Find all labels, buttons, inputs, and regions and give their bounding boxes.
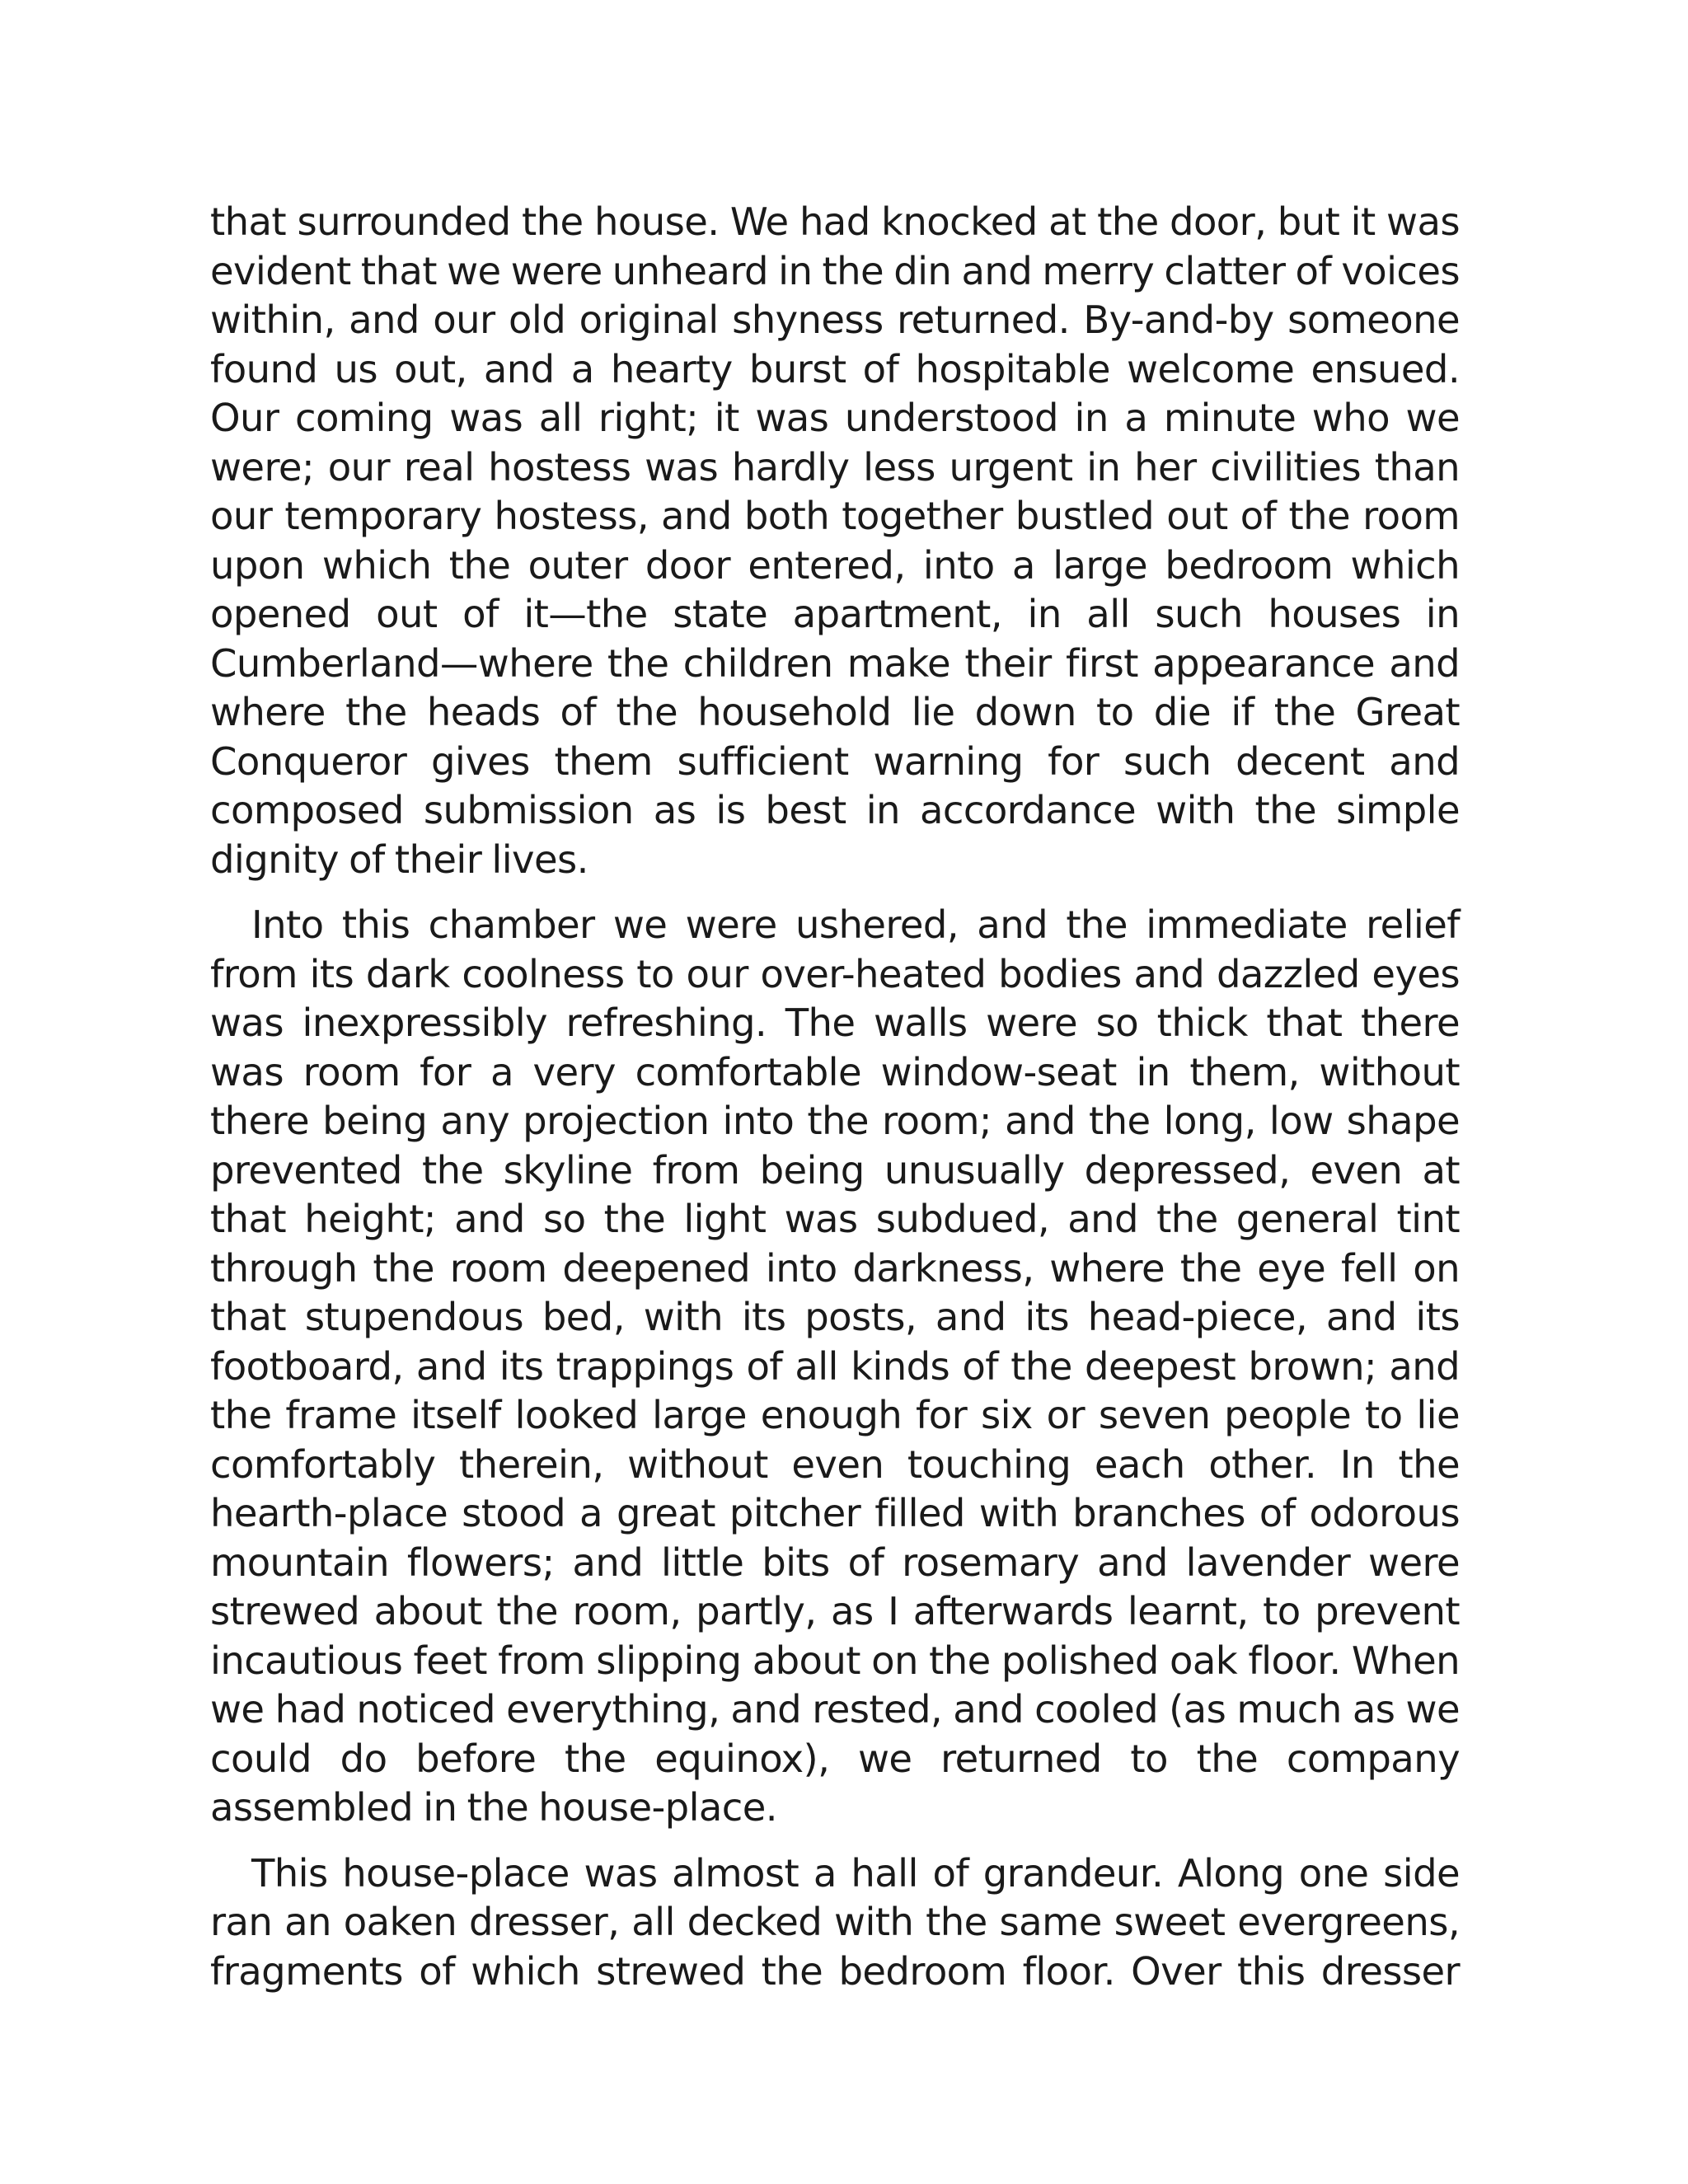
body-text: [210, 198, 1460, 2013]
paragraph-1: that surrounded the house. We had knocked at the door, but it was evident that we were unheard in the din and merry clatter of voices within, and our old original shyness returned. By-and-by someone found us out, and a hearty burst of hospitable welcome ensued. Our coming was all right; it was understood in a minute who we were; our real hostess was hardly less urgent in her civilities than our temporary hostess, and both together bustled out of the room upon which the outer door entered, into a large bedroom which opened out of it—the state apartment, in all such houses in Cumberland—where the children make their first appearance and where the heads of the household lie down to die if the Great Conqueror gives them sufficient warning for such decent and composed submission as is best in accordance with the simple dignity of their lives.: [210, 199, 1461, 882]
paragraph-2: Into this chamber we were ushered, and the immediate relief from its dark coolness to our over-heated bodies and dazzled eyes was inexpressibly refreshing. The walls were so thick that there was room for a very comfortable window-seat in them, without there being any projection into the room; and the long, low shape prevented the skyline from being unusually depressed, even at that height; and so the light was subdued, and the general tint through the room deepened into darkness, where the eye fell on that stupendous bed, with its posts, and its head-piece, and its footboard, and its trappings of all kinds of the deepest brown; and the frame itself looked large enough for six or seven people to lie comfortably therein, without even touching each other. In the hearth-place stood a great pitcher filled with branches of odorous mountain flowers; and little bits of rosemary and lavender were strewed about the room, partly, as I afterwards learnt, to prevent incautious feet from slipping about on the polished oak floor. When we had noticed everything, and rested, and cooled (as much as we could do before the equinox), we returned to the company assembled in the house-place.: [210, 902, 1460, 1830]
paragraph-3: This house-place was almost a hall of grandeur. Along one side ran an oaken dresser, all decked with the same sweet evergreens, fragments of which strewed the bedroom floor. Over this dresser: [210, 1850, 1460, 1994]
